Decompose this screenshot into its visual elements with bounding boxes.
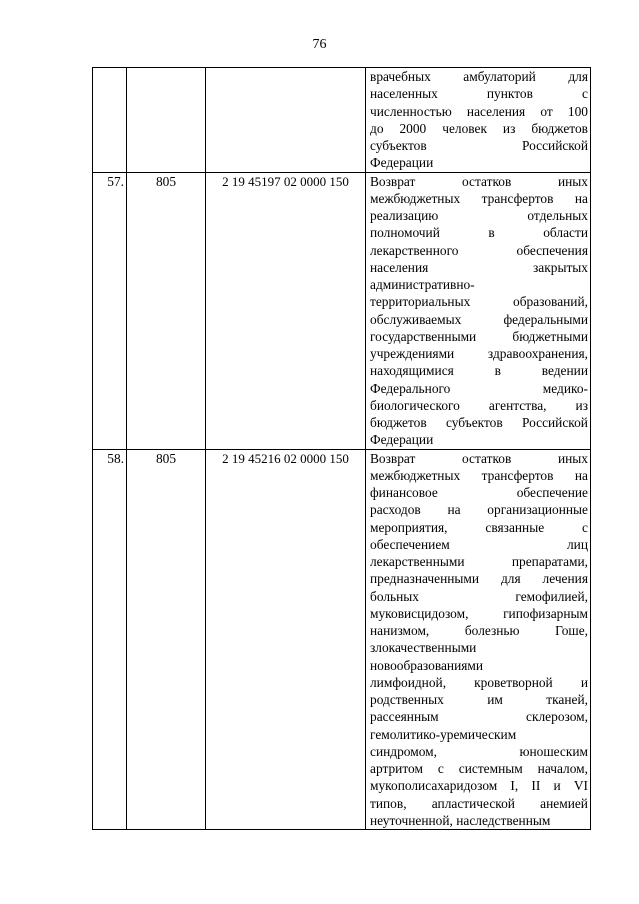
description-line: Возврат остатков иных — [370, 450, 588, 466]
administrator-code-cell: 805 — [127, 172, 206, 449]
budget-classification-code-cell: 2 19 45216 02 0000 150 — [206, 449, 366, 830]
description-line: населения закрытых — [370, 259, 588, 275]
description-line: артритом с системным началом, — [370, 761, 588, 776]
budget-codes-table — [92, 67, 591, 830]
description-cell — [366, 172, 591, 449]
description-cell — [366, 449, 591, 830]
description-line: субъектов Российской — [370, 138, 588, 153]
description-line: злокачественными — [370, 640, 477, 656]
description-line: обеспечением лиц — [370, 536, 588, 552]
description-line: обслуживаемых федеральными — [370, 311, 588, 327]
description-line: врачебных амбулаторий для — [370, 69, 588, 84]
description-line: Федерации — [370, 432, 434, 448]
row-number-cell: 58. — [93, 449, 127, 830]
description-line: предназначенными для лечения — [370, 571, 588, 587]
budget-classification-code-cell: 2 19 45197 02 0000 150 — [206, 172, 366, 449]
description-line: лекарственными препаратами, — [370, 554, 588, 569]
description-line: численностью населения от 100 — [370, 103, 588, 119]
description-line: бюджетов субъектов Российской — [370, 415, 588, 430]
description-line: биологического агентства, из — [370, 397, 588, 413]
description-line: административно- — [370, 277, 475, 292]
description-line: находящимися в ведении — [370, 363, 588, 379]
description-line: межбюджетных трансфертов на — [370, 467, 588, 483]
description-line: Возврат остатков иных — [370, 173, 588, 189]
row-number-cell: 57. — [93, 172, 127, 449]
description-line: новообразованиями — [370, 657, 484, 673]
table-row — [93, 172, 591, 449]
administrator-code-cell: 805 — [127, 449, 206, 830]
description-line: нанизмом, болезнью Гоше, — [370, 623, 588, 638]
description-line: учреждениями здравоохранения, — [370, 346, 588, 361]
description-line: гемолитико-уремическим — [370, 726, 517, 742]
description-line: межбюджетных трансфертов на — [370, 190, 588, 206]
description-line: до 2000 человек из бюджетов — [370, 120, 588, 136]
description-line: рассеянным склерозом, — [370, 709, 588, 725]
description-line: лимфоидной, кроветворной и — [370, 674, 588, 690]
page-number: 76 — [312, 37, 327, 52]
description-line: Федерации — [370, 155, 434, 171]
table-row — [93, 68, 591, 173]
description-line: реализацию отдельных — [370, 208, 588, 223]
description-line: полномочий в области — [370, 225, 588, 241]
description-line: финансовое обеспечение — [370, 485, 588, 500]
description-line: больных гемофилией, — [370, 588, 588, 604]
row-number-cell — [93, 68, 127, 173]
description-line: расходов на организационные — [370, 502, 588, 518]
administrator-code-cell — [127, 68, 206, 173]
description-line: родственных им тканей, — [370, 692, 588, 707]
description-line: неуточненной, наследственным — [370, 812, 551, 828]
budget-classification-code-cell — [206, 68, 366, 173]
description-line: типов, апластической анемией — [370, 795, 588, 811]
description-line: Федерального медико- — [370, 380, 588, 396]
table-row — [93, 449, 591, 830]
description-line: территориальных образований, — [370, 294, 588, 310]
description-line: муковисцидозом, гипофизарным — [370, 605, 588, 621]
description-line: населенных пунктов с — [370, 86, 588, 102]
description-line: мероприятия, связанные с — [370, 519, 588, 535]
description-line: синдромом, юношеским — [370, 743, 588, 759]
description-cell — [366, 68, 591, 173]
description-line: мукополисахаридозом I, II и VI — [370, 778, 588, 794]
description-line: государственными бюджетными — [370, 328, 588, 344]
description-line: лекарственного обеспечения — [370, 242, 588, 258]
